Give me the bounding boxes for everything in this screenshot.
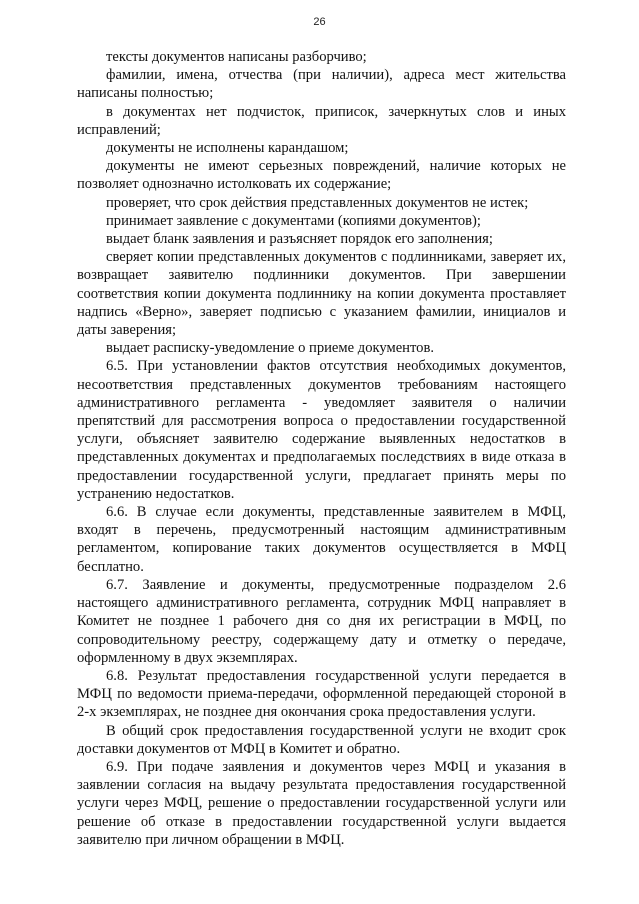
paragraph: в документах нет подчисток, приписок, зачеркнутых слов и иных исправлений; (77, 103, 566, 138)
paragraph: фамилии, имена, отчества (при наличии), адреса мест жительства написаны полностью; (77, 67, 566, 102)
paragraph: 6.8. Результат предоставления государственной услуги передается в МФЦ по ведомости приема-передачи, оформленной передающей стороной в 2-х экземплярах, не позднее дня окончания срока предоставления услуги. (77, 667, 566, 721)
paragraph: сверяет копии представленных документов с подлинниками, заверяет их, возвращает заявителю подлинники документов. При завершении соответствия копии документа подлиннику на копии документа проставляет надпись «Верно», заверяет подписью с указанием фамилии, инициалов и даты заверения; (77, 249, 566, 339)
paragraph: 6.9. При подаче заявления и документов через МФЦ и указания в заявлении согласия на выдачу результата предоставления государственной услуги через МФЦ, решение о предоставлении государственной услуги или решение об отказе в предоставлении государственной услуги выдается заявителю при личном обращении в МФЦ. (77, 758, 566, 848)
paragraph: документы не имеют серьезных повреждений, наличие которых не позволяет однозначно истолковать их содержание; (77, 158, 566, 193)
paragraph: выдает расписку-уведомление о приеме документов. (106, 340, 435, 357)
paragraph: проверяет, что срок действия представленных документов не истек; (106, 194, 529, 211)
page-number: 26 (313, 16, 326, 28)
paragraph: В общий срок предоставления государственной услуги не входит срок доставки документов от МФЦ в Комитет и обратно. (77, 722, 566, 757)
paragraph: 6.7. Заявление и документы, предусмотренные подразделом 2.6 настоящего административного регламента, сотрудник МФЦ направляет в Комитет не позднее 1 рабочего дня со дня их регистрации в МФЦ, по сопроводительному реестру, содержащему дату и отметку о передаче, оформленному в двух экземплярах. (77, 576, 566, 666)
paragraph: 6.6. В случае если документы, представленные заявителем в МФЦ, входят в перечень, предусмотренный настоящим административным регламентом, копирование таких документов осуществляется в МФЦ бесплатно. (77, 504, 566, 575)
paragraph: принимает заявление с документами (копиями документов); (106, 212, 481, 229)
document-body (77, 48, 566, 849)
paragraph: 6.5. При установлении фактов отсутствия необходимых документов, несоответствия представленных документов требованиям настоящего административного регламента - уведомляет заявителя о наличии препятствий для рассмотрения вопроса о предоставлении государственной услуги, объясняет заявителю содержание выявленных недостатков в представленных документах и предполагаемых последствиях в виде отказа в предоставлении государственной услуги, предлагает принять меры по устранению недостатков. (77, 358, 566, 502)
paragraph: тексты документов написаны разборчиво; (106, 49, 367, 65)
paragraph: документы не исполнены карандашом; (106, 140, 349, 157)
paragraph: выдает бланк заявления и разъясняет порядок его заполнения; (106, 231, 493, 248)
